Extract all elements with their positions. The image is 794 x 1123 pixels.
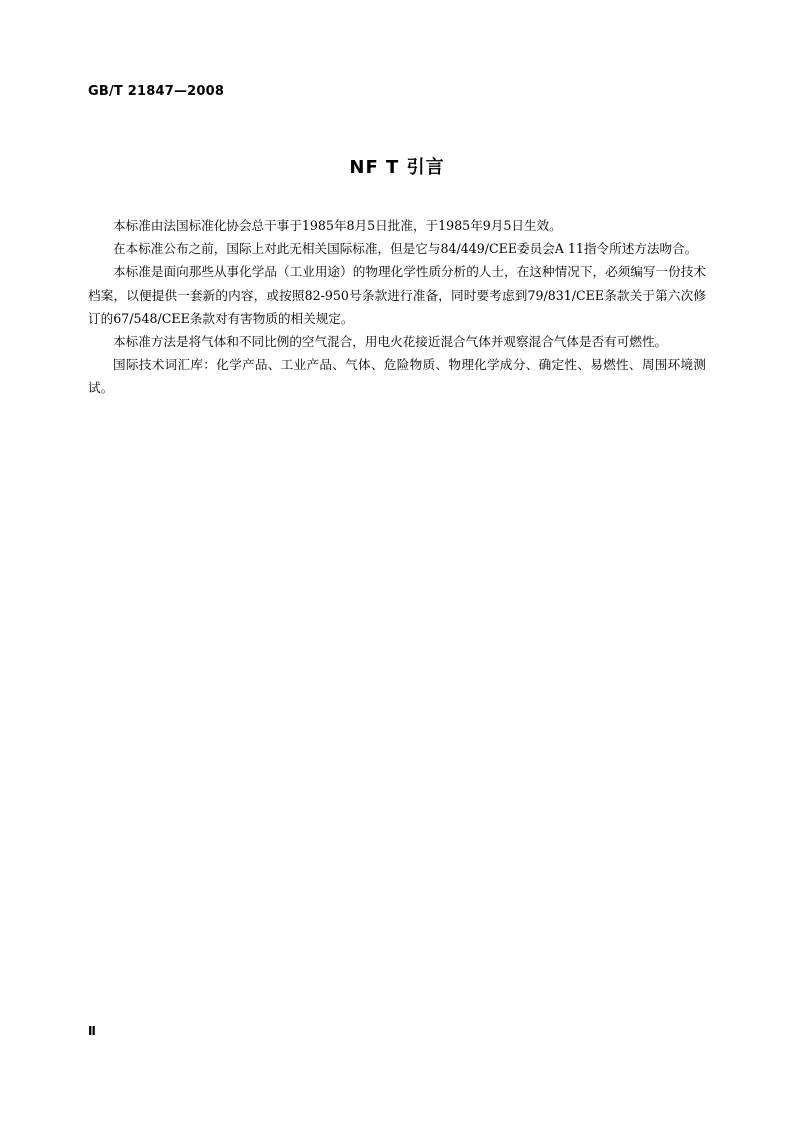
- page-number: Ⅱ: [88, 1024, 96, 1038]
- paragraph-keywords: 国际技术词汇库：化学产品、工业产品、气体、危险物质、物理化学成分、确定性、易燃性、周围环境测试。: [88, 357, 706, 396]
- paragraph-international-standards: 在本标准公布之前，国际上对此无相关国际标准，但是它与84/449/CEE委员会A 11指令所述方法吻合。: [113, 241, 698, 257]
- paragraph-approval: 本标准由法国标准化协会总干事于1985年8月5日批准，于1985年9月5日生效。: [113, 218, 562, 233]
- standard-code-header: GB/T 21847—2008: [88, 84, 225, 99]
- body-text: [88, 214, 706, 400]
- page-title: NF T 引言: [349, 157, 445, 178]
- paragraph-method: 本标准方法是将气体和不同比例的空气混合，用电火花接近混合气体并观察混合气体是否有可燃性。: [113, 334, 668, 350]
- paragraph-scope: 本标准是面向那些从事化学品（工业用途）的物理化学性质分析的人士，在这种情况下，必须编写一份技术档案，以便提供一套新的内容，或按照82-950号条款进行准备，同时要考虑到79/831/CEE条款关于第六次修订的67/548/CEE条款对有害物质的相关规定。: [88, 264, 706, 326]
